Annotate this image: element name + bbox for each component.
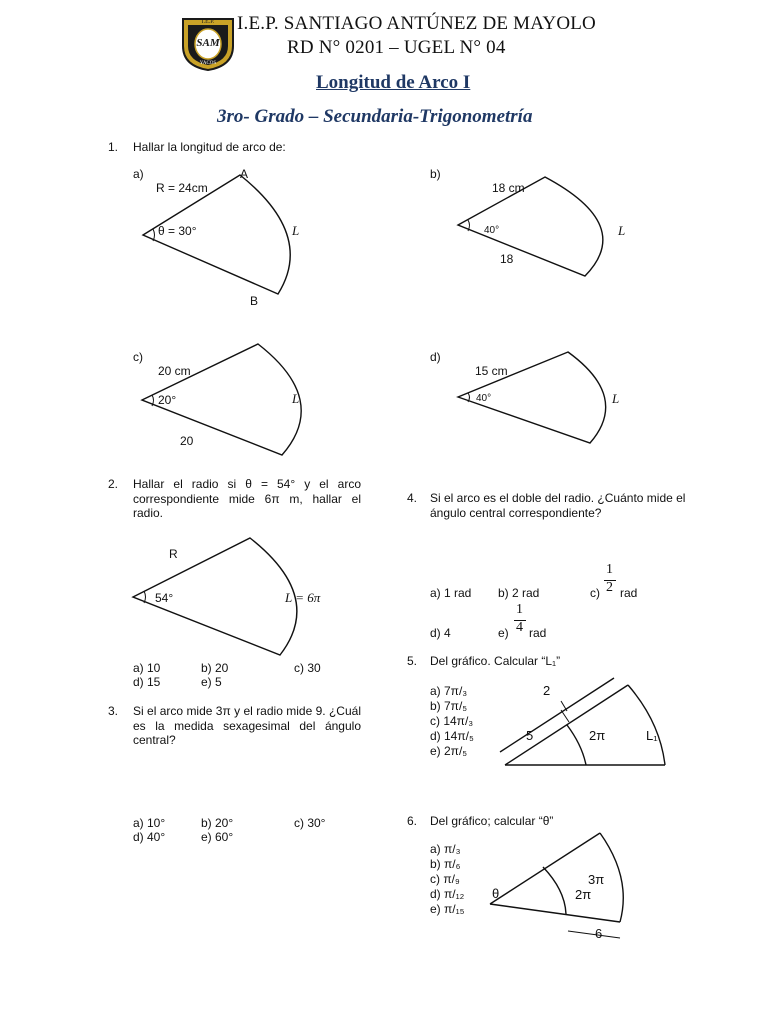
q1a-angle: θ = 30° xyxy=(158,224,197,238)
q6-option-c[interactable]: c) π/₉ xyxy=(430,872,460,886)
q5-text: Del gráfico. Calcular “L₁” xyxy=(430,654,561,668)
q1d-arc: L xyxy=(612,391,620,406)
q1b-arc: L xyxy=(618,223,626,238)
q1a-letter: a) xyxy=(133,167,144,181)
q6-fig-base: 6 xyxy=(595,926,603,941)
q1-text: Hallar la longitud de arco de: xyxy=(133,140,286,154)
q5-fig-side: 5 xyxy=(526,728,534,743)
q4-number: 4. xyxy=(407,491,418,505)
q4-option-e-unit: rad xyxy=(529,626,547,640)
logo-monogram: SAM xyxy=(196,37,220,49)
q5-fig-outer: L₁ xyxy=(646,728,658,743)
q6-option-b[interactable]: b) π/₆ xyxy=(430,857,461,871)
q4-option-e[interactable]: e) xyxy=(498,626,509,640)
q6-number: 6. xyxy=(407,814,418,828)
q4-text: Si el arco es el doble del radio. ¿Cuánto mide el ángulo central correspondiente? xyxy=(430,491,686,520)
q1b-angle: 40° xyxy=(484,225,500,236)
q3-option-b[interactable]: b) 20° xyxy=(201,816,234,830)
q1c-bottom: 20 xyxy=(180,434,194,448)
q6-fig-inner: 2π xyxy=(575,887,592,902)
q6-fig-angle: θ xyxy=(492,886,500,901)
q5-option-b[interactable]: b) 7π/₅ xyxy=(430,699,468,713)
q4-option-a[interactable]: a) 1 rad xyxy=(430,586,472,600)
q6-option-d[interactable]: d) π/₁₂ xyxy=(430,887,465,901)
q4-option-c-denominator: 2 xyxy=(606,580,613,595)
sector-figure-b xyxy=(458,177,603,276)
logo-bottom-text: YACOS xyxy=(199,61,217,66)
q2-option-e[interactable]: e) 5 xyxy=(201,675,222,689)
q1a-point-b: B xyxy=(250,294,259,308)
q3-option-a[interactable]: a) 10° xyxy=(133,816,166,830)
school-name: I.E.P. SANTIAGO ANTÚNEZ DE MAYOLO xyxy=(237,13,596,34)
q3-option-e[interactable]: e) 60° xyxy=(201,830,234,844)
q2-fig-arc: L = 6π xyxy=(285,590,321,605)
q6-text: Del gráfico; calcular “θ” xyxy=(430,814,554,828)
page-subtitle: 3ro- Grado – Secundaria-Trigonometría xyxy=(217,106,533,127)
q1d-top: 15 cm xyxy=(475,364,508,378)
page-title: Longitud de Arco I xyxy=(316,72,471,93)
q1c-top: 20 cm xyxy=(158,364,191,378)
resolution-line: RD N° 0201 – UGEL N° 04 xyxy=(287,37,506,58)
q1a-point-a: A xyxy=(240,167,249,181)
q2-fig-radius: R xyxy=(169,547,178,561)
q2-option-d[interactable]: d) 15 xyxy=(133,675,161,689)
q3-text: Si el arco mide 3π y el radio mide 9. ¿Cuál es la medida sexagesimal del ángulo central? xyxy=(133,704,361,747)
q2-option-c[interactable]: c) 30 xyxy=(294,661,321,675)
q4-option-c-numerator: 1 xyxy=(606,562,613,577)
q5-fig-top: 2 xyxy=(543,683,551,698)
q5-option-e[interactable]: e) 2π/₅ xyxy=(430,744,468,758)
q1b-bottom: 18 xyxy=(500,252,514,266)
q5-option-d[interactable]: d) 14π/₅ xyxy=(430,729,474,743)
q5-number: 5. xyxy=(407,654,418,668)
q1d-letter: d) xyxy=(430,350,441,364)
q2-option-a[interactable]: a) 10 xyxy=(133,661,161,675)
q1c-angle: 20° xyxy=(158,393,177,407)
q1a-radius: R = 24cm xyxy=(156,181,208,195)
q1b-top: 18 cm xyxy=(492,181,525,195)
logo-top-text: I.E.P. xyxy=(201,19,215,25)
q6-option-a[interactable]: a) π/₃ xyxy=(430,842,461,856)
q4-option-d[interactable]: d) 4 xyxy=(430,626,451,640)
q1c-arc: L xyxy=(292,391,300,406)
q3-option-c[interactable]: c) 30° xyxy=(294,816,326,830)
q1-number: 1. xyxy=(108,140,119,154)
q1c-letter: c) xyxy=(133,350,143,364)
q5-fig-arc: 2π xyxy=(589,728,606,743)
q2-text: Hallar el radio si θ = 54° y el arco correspondiente mide 6π m, hallar el radio. xyxy=(133,477,361,520)
q3-number: 3. xyxy=(108,704,119,718)
q6-option-e[interactable]: e) π/₁₅ xyxy=(430,902,465,916)
q2-option-b[interactable]: b) 20 xyxy=(201,661,229,675)
q5-option-c[interactable]: c) 14π/₃ xyxy=(430,714,474,728)
q1a-arc: L xyxy=(292,223,300,238)
q5-option-a[interactable]: a) 7π/₃ xyxy=(430,684,468,698)
q4-option-e-numerator: 1 xyxy=(516,602,523,617)
q4-option-e-denominator: 4 xyxy=(516,620,523,635)
q4-option-b[interactable]: b) 2 rad xyxy=(498,586,540,600)
q4-option-c-unit: rad xyxy=(620,586,638,600)
q3-option-d[interactable]: d) 40° xyxy=(133,830,166,844)
q2-number: 2. xyxy=(108,477,119,491)
q4-option-c[interactable]: c) xyxy=(590,586,600,600)
q2-fig-angle: 54° xyxy=(155,591,174,605)
q6-fig-outer: 3π xyxy=(588,872,605,887)
sector-figure-q5 xyxy=(500,678,665,765)
q1d-angle: 40° xyxy=(476,393,492,404)
q1b-letter: b) xyxy=(430,167,441,181)
